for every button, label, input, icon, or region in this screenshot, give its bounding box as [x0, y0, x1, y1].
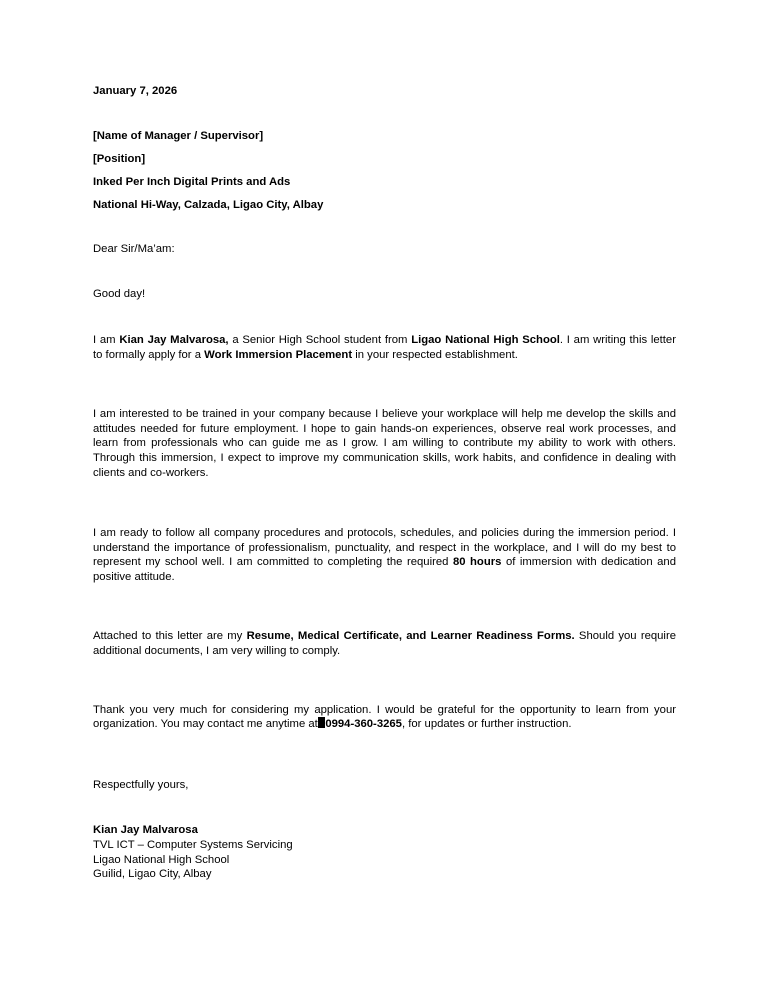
paragraph-introduction	[93, 333, 676, 362]
p3-text-1: I am ready to follow all company procedures and protocols, schedules, and policies during the immersion period. I understand the importance of professionalism, punctuality, and respect in the workplace, and I will do my best to represent my school well. I am committed to completing the required	[93, 527, 676, 569]
salutation: Dear Sir/Ma’am:	[93, 242, 175, 255]
paragraph-motivation: I am interested to be trained in your company because I believe your workplace will help me develop the skills and attitudes needed for future employment. I hope to gain hands-on experiences, observe real work processes, and learn from professionals who can guide me as I grow. I am willing to contribute my ability to work with others. Through this immersion, I expect to improve my communication skills, work habits, and confidence in dealing with clients and co-workers.	[93, 408, 676, 479]
placement-bold: Work Immersion Placement	[204, 348, 353, 361]
applicant-name-bold: Kian Jay Malvarosa,	[119, 333, 229, 346]
paragraph-commitment	[93, 526, 676, 584]
phone-number: 0994-360-3265	[325, 718, 402, 731]
greeting: Good day!	[93, 288, 146, 301]
paragraph-contact	[93, 703, 676, 732]
p1-text-4: in your respected establishment.	[352, 348, 518, 361]
recipient-position-placeholder: [Position]	[93, 152, 146, 165]
signature-strand: TVL ICT – Computer Systems Servicing	[93, 839, 293, 852]
p1-text-3: . I am writing this letter to formally apply for a	[93, 333, 676, 361]
redaction-block-icon	[318, 717, 325, 728]
letter-body	[93, 84, 676, 882]
attachments-bold: Resume, Medical Certificate, and Learner Readiness Forms.	[246, 630, 575, 643]
p4-text-1: Attached to this letter are my	[93, 630, 247, 643]
p5-text-2: , for updates or further instruction.	[401, 718, 572, 731]
paragraph-attachments	[93, 629, 676, 658]
p1-text-2: a Senior High School student from	[228, 333, 412, 346]
recipient-name-placeholder: [Name of Manager / Supervisor]	[93, 129, 264, 142]
p4-text-2: Should you require additional documents, I am very willing to comply.	[93, 630, 676, 658]
hours-bold: 80 hours	[452, 556, 502, 569]
signature-address: Guilid, Ligao City, Albay	[93, 868, 212, 881]
signature-school: Ligao National High School	[93, 853, 230, 866]
signature-block	[93, 823, 676, 881]
recipient-address-block	[93, 129, 676, 213]
signature-name: Kian Jay Malvarosa	[93, 824, 198, 837]
p5-text-1: Thank you very much for considering my application. I would be grateful for the opportunity to learn from your organization. You may contact me anytime at	[93, 703, 676, 731]
recipient-company: Inked Per Inch Digital Prints and Ads	[93, 175, 291, 188]
school-name-bold: Ligao National High School	[411, 333, 560, 346]
p3-text-2: of immersion with dedication and positive attitude.	[93, 556, 676, 583]
recipient-address: National Hi-Way, Calzada, Ligao City, Albay	[93, 199, 324, 212]
p1-text-1: I am	[93, 333, 120, 346]
closing-salutation: Respectfully yours,	[93, 778, 189, 791]
letter-date: January 7, 2026	[93, 85, 178, 97]
